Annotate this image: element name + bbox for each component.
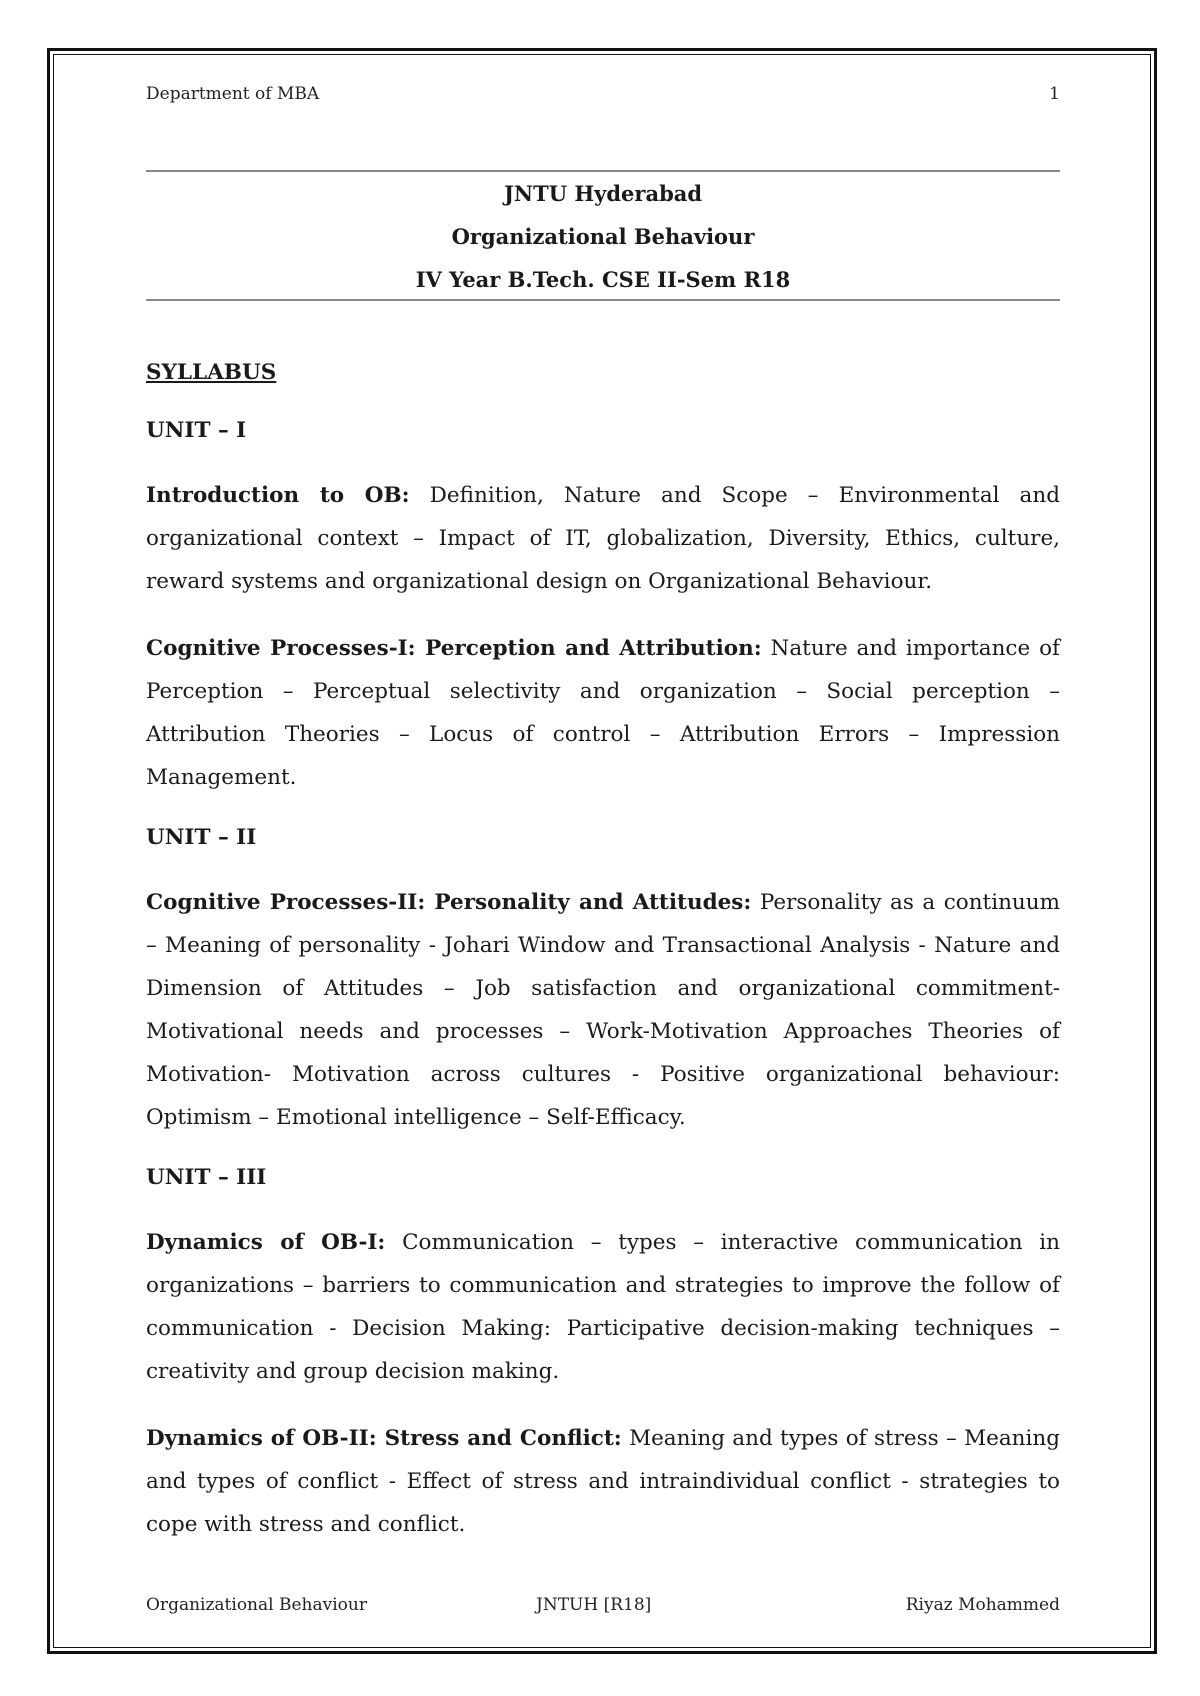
title-course: Organizational Behaviour xyxy=(451,224,755,249)
footer-course: Organizational Behaviour xyxy=(146,1595,367,1615)
footer-author: Riyaz Mohammed xyxy=(905,1595,1060,1615)
header-page-number: 1 xyxy=(1049,84,1060,104)
title-rule-bottom xyxy=(146,299,1060,301)
syllabus-heading: SYLLABUS xyxy=(146,360,277,385)
page-header xyxy=(146,84,1060,104)
unit-2-topic-1 xyxy=(146,881,1060,1139)
unit-1-topic-1 xyxy=(146,474,1060,603)
title-block xyxy=(146,172,1060,301)
topic-text: Communication – types – interactive communication in organizations – barriers to communication and strategies to improve the follow of communication - Decision Making: Participative decision-making techniques – creativity and group decision making. xyxy=(146,1230,1060,1384)
topic-title: Cognitive Processes-II: Personality and Attitudes: xyxy=(146,890,752,915)
unit-2-heading: UNIT – II xyxy=(146,825,257,850)
topic-text: Meaning and types of stress – Meaning and types of conflict - Effect of stress and intraindividual conflict - strategies to cope with stress and conflict. xyxy=(146,1426,1060,1537)
unit-3-heading: UNIT – III xyxy=(146,1165,267,1190)
topic-text: Personality as a continuum – Meaning of personality - Johari Window and Transactional Analysis - Nature and Dimension of Attitudes – Job satisfaction and organizational commitment-Motivational needs and processes – Work-Motivation Approaches Theories of Motivation- Motivation across cultures - Positive organizational behaviour: Optimism – Emotional intelligence – Self-Efficacy. xyxy=(146,890,1060,1130)
topic-text: Definition, Nature and Scope – Environmental and organizational context – Impact of IT, globalization, Diversity, Ethics, culture, reward systems and organizational design on Organizational Behaviour. xyxy=(146,483,1060,594)
document-page xyxy=(146,0,1060,1696)
header-department: Department of MBA xyxy=(146,84,320,104)
title-university: JNTU Hyderabad xyxy=(503,181,703,206)
topic-title: Introduction to OB: xyxy=(146,483,410,508)
footer-university: JNTUH [R18] xyxy=(536,1595,652,1615)
unit-1-heading: UNIT – I xyxy=(146,418,247,443)
unit-3-topic-1 xyxy=(146,1221,1060,1393)
syllabus-content xyxy=(146,358,1060,1570)
topic-text: Nature and importance of Perception – Perceptual selectivity and organization – Social perception – Attribution Theories – Locus of control – Attribution Errors – Impression Management. xyxy=(146,636,1060,790)
topic-title: Cognitive Processes-I: Perception and Attribution: xyxy=(146,636,762,661)
title-program: IV Year B.Tech. CSE II-Sem R18 xyxy=(415,267,791,292)
topic-title: Dynamics of OB-I: xyxy=(146,1230,386,1255)
topic-title: Dynamics of OB-II: Stress and Conflict: xyxy=(146,1426,622,1451)
unit-3-topic-2 xyxy=(146,1417,1060,1546)
unit-1-topic-2 xyxy=(146,627,1060,799)
